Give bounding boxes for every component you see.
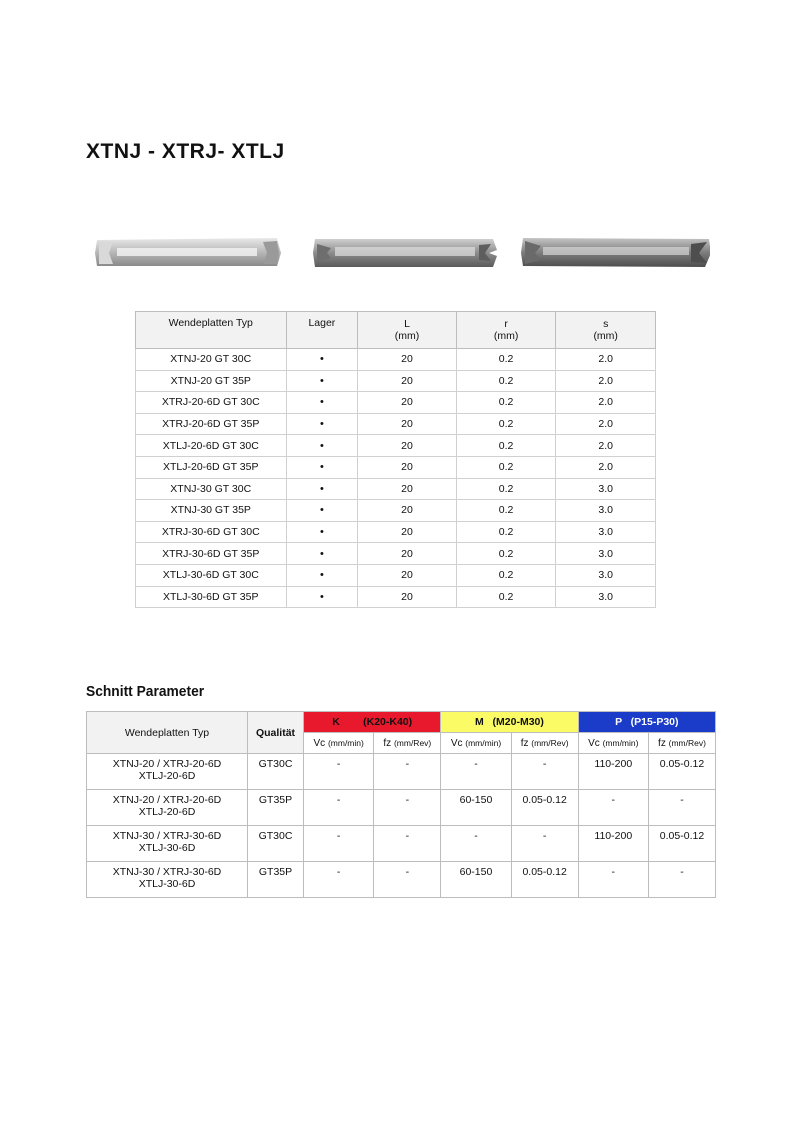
cell-type-line-1: XTNJ-30 / XTRJ-30-6D [112, 866, 222, 878]
cell-type: XTRJ-30-6D GT 30C [136, 521, 287, 543]
table-row [136, 478, 656, 500]
vc-unit: (mm/min) [465, 737, 502, 748]
cell-type: XTNJ-20 GT 30C [136, 349, 287, 371]
table-row [136, 564, 656, 586]
col-header-m-vc [441, 733, 511, 754]
cell-lager: • [286, 349, 358, 371]
cell-r: 0.2 [456, 564, 556, 586]
cell-s: 2.0 [556, 413, 656, 435]
fz-label: fz [658, 737, 666, 749]
table-row [136, 413, 656, 435]
cell-qualitaet: GT30C [248, 826, 304, 862]
cell-type-line-2: XTLJ-30-6D [138, 878, 196, 890]
cell-p-fz: 0.05-0.12 [648, 754, 715, 790]
cell-type-line-1: XTNJ-20 / XTRJ-20-6D [112, 794, 222, 806]
col-header-r-unit: (mm) [493, 330, 519, 342]
cell-lager: • [286, 500, 358, 522]
cell-k-fz: - [374, 826, 441, 862]
cell-lager: • [286, 456, 358, 478]
cell-m-fz: - [511, 826, 578, 862]
cell-s: 2.0 [556, 456, 656, 478]
table-row [136, 435, 656, 457]
cell-type-line-1: XTNJ-20 / XTRJ-20-6D [112, 758, 222, 770]
cell-s: 2.0 [556, 370, 656, 392]
col-header-s-unit: (mm) [593, 330, 618, 342]
cell-p-vc: 110-200 [578, 826, 648, 862]
fz-unit: (mm/Rev) [668, 737, 706, 748]
cell-lager: • [286, 586, 358, 608]
cell-l: 20 [358, 543, 457, 565]
col-header-l-unit: (mm) [394, 330, 420, 342]
group-header-k: K (K20-K40) [304, 712, 441, 733]
cell-p-fz: 0.05-0.12 [648, 826, 715, 862]
cell-r: 0.2 [456, 456, 556, 478]
col-header-type: Wendeplatten Typ [87, 712, 248, 754]
col-header-s-label: s [603, 318, 609, 330]
cell-m-vc: - [441, 754, 511, 790]
cell-s: 3.0 [556, 543, 656, 565]
cell-lager: • [286, 564, 358, 586]
group-header-p: P (P15-P30) [578, 712, 715, 733]
cell-qualitaet: GT35P [248, 790, 304, 826]
cell-type: XTNJ-20 GT 35P [136, 370, 287, 392]
cell-l: 20 [358, 521, 457, 543]
cell-l: 20 [358, 392, 457, 414]
cell-qualitaet: GT30C [248, 754, 304, 790]
cell-type: XTLJ-30-6D GT 35P [136, 586, 287, 608]
cell-p-fz: - [648, 790, 715, 826]
fz-unit: (mm/Rev) [393, 737, 432, 748]
cell-lager: • [286, 392, 358, 414]
cell-lager: • [286, 543, 358, 565]
fz-label: fz [520, 737, 529, 749]
cell-k-vc: - [304, 862, 374, 898]
cell-r: 0.2 [456, 521, 556, 543]
table-row [136, 521, 656, 543]
table-row [136, 543, 656, 565]
cell-m-fz: 0.05-0.12 [511, 790, 578, 826]
col-header-l-label: L [404, 318, 410, 330]
table-row [87, 790, 716, 826]
cell-lager: • [286, 413, 358, 435]
cell-type-line-2: XTLJ-20-6D [138, 770, 196, 782]
cell-lager: • [286, 435, 358, 457]
col-header-s [556, 312, 656, 349]
insert-images [95, 236, 710, 270]
cell-type [87, 862, 248, 898]
cell-type-line-2: XTLJ-30-6D [138, 842, 196, 854]
cell-m-vc: 60-150 [441, 862, 511, 898]
cell-k-fz: - [374, 754, 441, 790]
cell-r: 0.2 [456, 543, 556, 565]
cell-s: 2.0 [556, 349, 656, 371]
cell-s: 3.0 [556, 500, 656, 522]
cell-l: 20 [358, 564, 457, 586]
table-row [136, 392, 656, 414]
insert-xtlj-image [521, 238, 710, 267]
cell-type [87, 826, 248, 862]
cell-type: XTNJ-30 GT 30C [136, 478, 287, 500]
table-row [87, 862, 716, 898]
cell-lager: • [286, 478, 358, 500]
cell-m-fz: - [511, 754, 578, 790]
cell-qualitaet: GT35P [248, 862, 304, 898]
cell-r: 0.2 [456, 435, 556, 457]
vc-unit: (mm/min) [602, 737, 639, 748]
table-row [87, 826, 716, 862]
cell-type [87, 790, 248, 826]
cell-type: XTLJ-30-6D GT 30C [136, 564, 287, 586]
cell-k-fz: - [374, 790, 441, 826]
table-row [136, 349, 656, 371]
cell-l: 20 [358, 586, 457, 608]
cell-type [87, 754, 248, 790]
cell-m-vc: - [441, 826, 511, 862]
cell-type-line-2: XTLJ-20-6D [138, 806, 196, 818]
cell-p-vc: 110-200 [578, 754, 648, 790]
cell-type: XTRJ-20-6D GT 30C [136, 392, 287, 414]
cell-type: XTLJ-20-6D GT 35P [136, 456, 287, 478]
col-header-r [456, 312, 556, 349]
cell-p-fz: - [648, 862, 715, 898]
cell-l: 20 [358, 413, 457, 435]
cell-l: 20 [358, 370, 457, 392]
col-header-p-vc [578, 733, 648, 754]
vc-label: Vc [588, 737, 600, 749]
cell-type: XTRJ-30-6D GT 35P [136, 543, 287, 565]
cell-m-vc: 60-150 [441, 790, 511, 826]
col-header-k-fz [374, 733, 441, 754]
table-row [136, 456, 656, 478]
cell-l: 20 [358, 435, 457, 457]
col-header-lager: Lager [286, 312, 358, 349]
col-header-l [358, 312, 457, 349]
params-title: Schnitt Parameter [86, 683, 205, 700]
fz-unit: (mm/Rev) [531, 737, 569, 748]
table-row [136, 500, 656, 522]
col-header-m-fz [511, 733, 578, 754]
cell-lager: • [286, 370, 358, 392]
vc-unit: (mm/min) [327, 737, 364, 748]
cell-s: 3.0 [556, 586, 656, 608]
cell-lager: • [286, 521, 358, 543]
cell-type: XTNJ-30 GT 35P [136, 500, 287, 522]
table-row [136, 370, 656, 392]
col-header-k-vc [304, 733, 374, 754]
cell-type-line-1: XTNJ-30 / XTRJ-30-6D [112, 830, 222, 842]
col-header-p-fz [648, 733, 715, 754]
cell-r: 0.2 [456, 586, 556, 608]
vc-label: Vc [313, 737, 326, 749]
table-row [136, 586, 656, 608]
params-header-row-1 [87, 712, 716, 733]
insert-xtnj-image [95, 238, 281, 266]
cell-k-vc: - [304, 754, 374, 790]
cell-s: 2.0 [556, 435, 656, 457]
cell-s: 2.0 [556, 392, 656, 414]
group-header-m: M (M20-M30) [441, 712, 578, 733]
col-header-qualitaet: Qualität [248, 712, 304, 754]
cell-l: 20 [358, 349, 457, 371]
cell-k-vc: - [304, 790, 374, 826]
cell-l: 20 [358, 478, 457, 500]
page-title: XTNJ - XTRJ- XTLJ [86, 140, 285, 163]
cell-r: 0.2 [456, 349, 556, 371]
cell-s: 3.0 [556, 478, 656, 500]
cell-s: 3.0 [556, 521, 656, 543]
cell-l: 20 [358, 500, 457, 522]
cell-s: 3.0 [556, 564, 656, 586]
fz-label: fz [383, 737, 392, 749]
cell-p-vc: - [578, 862, 648, 898]
cell-m-fz: 0.05-0.12 [511, 862, 578, 898]
cell-r: 0.2 [456, 478, 556, 500]
col-header-type: Wendeplatten Typ [136, 312, 287, 349]
cell-k-vc: - [304, 826, 374, 862]
cell-r: 0.2 [456, 392, 556, 414]
cell-type: XTRJ-20-6D GT 35P [136, 413, 287, 435]
table-row [87, 754, 716, 790]
cell-r: 0.2 [456, 500, 556, 522]
spec-header-row [136, 312, 656, 349]
cell-l: 20 [358, 456, 457, 478]
cell-k-fz: - [374, 862, 441, 898]
cell-type: XTLJ-20-6D GT 30C [136, 435, 287, 457]
col-header-r-label: r [504, 318, 508, 330]
cell-p-vc: - [578, 790, 648, 826]
cell-r: 0.2 [456, 370, 556, 392]
vc-label: Vc [450, 737, 463, 749]
insert-xtrj-image [313, 239, 497, 267]
insert-spec-table [135, 311, 656, 608]
cell-r: 0.2 [456, 413, 556, 435]
cutting-params-table [86, 711, 716, 898]
